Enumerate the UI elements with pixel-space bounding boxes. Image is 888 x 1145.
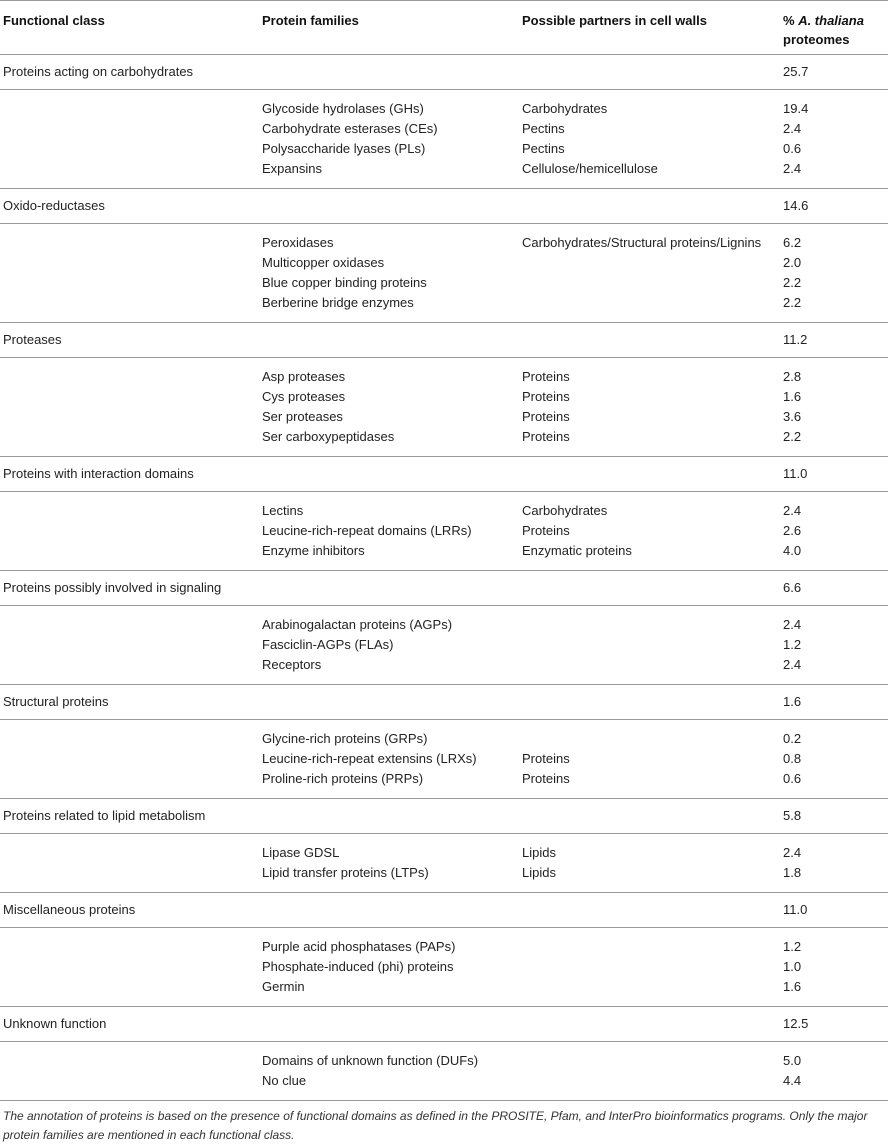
family-name: No clue — [259, 1071, 519, 1101]
table-header — [0, 1, 888, 55]
family-percentage: 2.4 — [783, 121, 802, 136]
family-partner: Carbohydrates — [522, 101, 608, 116]
family-percentage: 2.4 — [783, 845, 802, 860]
family-class-empty — [0, 407, 259, 427]
family-row — [0, 273, 888, 293]
family-name: Blue copper binding proteins — [262, 275, 427, 290]
family-percentage: 2.4 — [783, 655, 888, 685]
group-percentage: 6.6 — [783, 571, 888, 606]
group-row — [0, 571, 888, 606]
family-class-empty — [0, 1071, 259, 1101]
family-partner — [519, 655, 783, 685]
family-class-empty — [0, 492, 259, 522]
group-percentage: 1.6 — [783, 685, 888, 720]
family-row — [0, 863, 888, 893]
family-name: Ser proteases — [262, 409, 343, 424]
family-row — [0, 1042, 888, 1072]
family-name: Lipid transfer proteins (LTPs) — [259, 863, 519, 893]
group-name: Proteins acting on carbohydrates — [0, 55, 259, 90]
family-class-empty — [0, 273, 259, 293]
group-row — [0, 1007, 888, 1042]
family-class-empty — [0, 655, 259, 685]
group-family-empty — [259, 189, 519, 224]
header-protein-families: Protein families — [262, 13, 359, 28]
family-partner: Lipids — [522, 845, 556, 860]
group-partner-empty — [519, 685, 783, 720]
family-percentage: 1.8 — [783, 863, 888, 893]
family-row — [0, 655, 888, 685]
family-partner: Proteins — [522, 751, 570, 766]
family-percentage: 2.2 — [783, 293, 888, 323]
group-family-empty — [259, 55, 519, 90]
group-family-empty — [259, 457, 519, 492]
group-row — [0, 685, 888, 720]
group-row — [0, 457, 888, 492]
family-partner: Enzymatic proteins — [519, 541, 783, 571]
group-row — [0, 189, 888, 224]
family-class-empty — [0, 224, 259, 254]
group-partner-empty — [519, 1007, 783, 1042]
family-row — [0, 139, 888, 159]
family-partner: Lipids — [519, 863, 783, 893]
group-percentage: 14.6 — [783, 189, 888, 224]
family-partner — [519, 273, 783, 293]
family-name: Asp proteases — [262, 369, 346, 384]
family-percentage: 2.4 — [783, 159, 888, 189]
family-name: Multicopper oxidases — [262, 255, 385, 270]
family-percentage: 0.2 — [783, 731, 802, 746]
group-name: Proteases — [0, 323, 259, 358]
family-class-empty — [0, 159, 259, 189]
family-percentage: 1.6 — [783, 977, 888, 1007]
group-name: Oxido-reductases — [0, 189, 259, 224]
family-class-empty — [0, 749, 259, 769]
family-name: Proline-rich proteins (PRPs) — [259, 769, 519, 799]
family-row — [0, 977, 888, 1007]
family-row — [0, 293, 888, 323]
family-class-empty — [0, 928, 259, 958]
group-percentage: 11.0 — [783, 893, 888, 928]
family-row — [0, 928, 888, 958]
family-partner: Carbohydrates/Structural proteins/Lignins — [522, 235, 762, 250]
family-row — [0, 720, 888, 750]
family-partner: Cellulose/hemicellulose — [519, 159, 783, 189]
family-percentage: 1.6 — [783, 389, 802, 404]
group-family-empty — [259, 323, 519, 358]
group-partner-empty — [519, 323, 783, 358]
family-name: Fasciclin-AGPs (FLAs) — [262, 637, 394, 652]
family-name: Arabinogalactan proteins (AGPs) — [262, 617, 453, 632]
family-percentage: 4.0 — [783, 541, 888, 571]
group-percentage: 11.2 — [783, 323, 888, 358]
family-percentage: 5.0 — [783, 1053, 802, 1068]
family-name: Glycine-rich proteins (GRPs) — [262, 731, 428, 746]
group-partner-empty — [519, 55, 783, 90]
family-class-empty — [0, 606, 259, 636]
family-row — [0, 358, 888, 388]
family-partner — [519, 928, 783, 958]
family-name: Leucine-rich-repeat extensins (LRXs) — [262, 751, 477, 766]
group-percentage: 11.0 — [783, 457, 888, 492]
header-partners: Possible partners in cell walls — [522, 13, 707, 28]
family-percentage: 0.6 — [783, 769, 888, 799]
family-class-empty — [0, 977, 259, 1007]
group-partner-empty — [519, 457, 783, 492]
family-percentage: 2.8 — [783, 369, 802, 384]
family-class-empty — [0, 635, 259, 655]
family-partner — [519, 957, 783, 977]
family-class-empty — [0, 541, 259, 571]
group-row — [0, 55, 888, 90]
group-name: Proteins related to lipid metabolism — [0, 799, 259, 834]
family-partner — [519, 606, 783, 636]
family-row — [0, 159, 888, 189]
family-partner — [519, 253, 783, 273]
family-partner: Proteins — [522, 369, 570, 384]
family-name: Ser carboxypeptidases — [259, 427, 519, 457]
group-family-empty — [259, 893, 519, 928]
family-name: Enzyme inhibitors — [259, 541, 519, 571]
family-name: Germin — [259, 977, 519, 1007]
group-partner-empty — [519, 189, 783, 224]
family-partner — [519, 293, 783, 323]
family-class-empty — [0, 387, 259, 407]
family-name: Purple acid phosphatases (PAPs) — [262, 939, 456, 954]
header-pct-species: A. thaliana — [798, 13, 864, 28]
group-partner-empty — [519, 893, 783, 928]
family-partner — [519, 1071, 783, 1101]
family-partner — [519, 720, 783, 750]
family-name: Phosphate-induced (phi) proteins — [262, 959, 454, 974]
group-name: Proteins possibly involved in signaling — [0, 571, 259, 606]
family-row — [0, 119, 888, 139]
family-row — [0, 541, 888, 571]
group-name: Structural proteins — [0, 685, 259, 720]
family-name: Cys proteases — [262, 389, 346, 404]
family-class-empty — [0, 253, 259, 273]
group-row — [0, 893, 888, 928]
family-percentage: 19.4 — [783, 101, 809, 116]
family-class-empty — [0, 834, 259, 864]
group-family-empty — [259, 571, 519, 606]
header-pct-suffix: proteomes — [783, 32, 850, 47]
family-percentage: 2.4 — [783, 617, 802, 632]
header-percentage — [783, 1, 888, 55]
family-class-empty — [0, 769, 259, 799]
header-pct-prefix: % — [783, 13, 795, 28]
family-partner: Proteins — [519, 769, 783, 799]
family-percentage: 2.2 — [783, 427, 888, 457]
group-name: Unknown function — [0, 1007, 259, 1042]
family-row — [0, 521, 888, 541]
group-row — [0, 323, 888, 358]
family-row — [0, 90, 888, 120]
family-class-empty — [0, 720, 259, 750]
family-name: Carbohydrate esterases (CEs) — [262, 121, 438, 136]
family-name: Domains of unknown function (DUFs) — [262, 1053, 479, 1068]
family-row — [0, 834, 888, 864]
family-name: Lipase GDSL — [262, 845, 340, 860]
family-percentage: 6.2 — [783, 235, 802, 250]
family-percentage: 0.6 — [783, 141, 802, 156]
family-name: Expansins — [259, 159, 519, 189]
group-percentage: 12.5 — [783, 1007, 888, 1042]
family-partner: Proteins — [522, 389, 570, 404]
family-percentage: 3.6 — [783, 409, 802, 424]
family-percentage: 2.4 — [783, 503, 802, 518]
family-class-empty — [0, 293, 259, 323]
family-percentage: 1.2 — [783, 939, 802, 954]
family-row — [0, 427, 888, 457]
group-name: Proteins with interaction domains — [0, 457, 259, 492]
family-partner: Proteins — [522, 523, 570, 538]
group-family-empty — [259, 1007, 519, 1042]
family-name: Receptors — [259, 655, 519, 685]
family-row — [0, 224, 888, 254]
header-functional-class: Functional class — [3, 13, 105, 28]
family-class-empty — [0, 521, 259, 541]
family-partner: Proteins — [522, 409, 570, 424]
group-percentage: 5.8 — [783, 799, 888, 834]
family-row — [0, 407, 888, 427]
family-row — [0, 606, 888, 636]
family-class-empty — [0, 139, 259, 159]
group-family-empty — [259, 799, 519, 834]
group-partner-empty — [519, 799, 783, 834]
family-percentage: 4.4 — [783, 1071, 888, 1101]
family-name: Lectins — [262, 503, 304, 518]
family-row — [0, 957, 888, 977]
family-class-empty — [0, 90, 259, 120]
family-partner — [519, 1042, 783, 1072]
family-partner: Pectins — [522, 141, 565, 156]
family-class-empty — [0, 358, 259, 388]
family-class-empty — [0, 863, 259, 893]
family-partner: Pectins — [522, 121, 565, 136]
family-row — [0, 387, 888, 407]
table-footnote: The annotation of proteins is based on the presence of functional domains as defined in the PROSITE, Pfam, and InterPro bioinformatics programs. Only the major protein families are mentioned in each functional class. — [3, 1109, 868, 1142]
family-name: Glycoside hydrolases (GHs) — [262, 101, 424, 116]
group-partner-empty — [519, 571, 783, 606]
family-partner: Carbohydrates — [522, 503, 608, 518]
family-name: Berberine bridge enzymes — [259, 293, 519, 323]
family-partner — [519, 977, 783, 1007]
family-percentage: 1.0 — [783, 959, 802, 974]
group-row — [0, 799, 888, 834]
family-class-empty — [0, 119, 259, 139]
group-family-empty — [259, 685, 519, 720]
family-row — [0, 749, 888, 769]
family-row — [0, 769, 888, 799]
group-percentage: 25.7 — [783, 55, 888, 90]
family-class-empty — [0, 1042, 259, 1072]
family-percentage: 2.0 — [783, 255, 802, 270]
family-class-empty — [0, 957, 259, 977]
family-percentage: 1.2 — [783, 637, 802, 652]
group-name: Miscellaneous proteins — [0, 893, 259, 928]
family-row — [0, 1071, 888, 1101]
family-partner — [519, 635, 783, 655]
family-percentage: 2.6 — [783, 523, 802, 538]
family-name: Polysaccharide lyases (PLs) — [262, 141, 426, 156]
family-percentage: 2.2 — [783, 275, 802, 290]
family-class-empty — [0, 427, 259, 457]
family-name: Peroxidases — [262, 235, 334, 250]
family-row — [0, 492, 888, 522]
table-body — [0, 55, 888, 1101]
family-partner: Proteins — [519, 427, 783, 457]
family-percentage: 0.8 — [783, 751, 802, 766]
family-row — [0, 253, 888, 273]
family-name: Leucine-rich-repeat domains (LRRs) — [262, 523, 472, 538]
family-row — [0, 635, 888, 655]
